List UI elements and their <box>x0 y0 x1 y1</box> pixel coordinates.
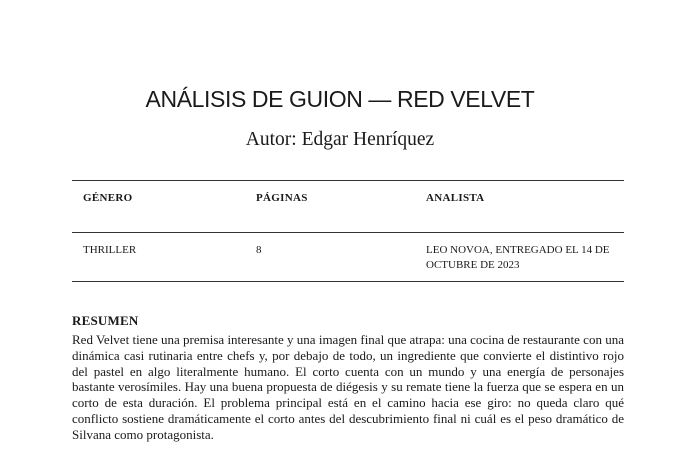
table-value-analyst: LEO NOVOA, ENTREGADO EL 14 DE OCTUBRE DE 2023 <box>426 244 610 271</box>
document-title: ANÁLISIS DE GUION — RED VELVET <box>145 86 535 112</box>
summary-body: Red Velvet tiene una premisa interesante y una imagen final que atrapa: una cocina de restaurante con una dinámica casi rutinaria entre chefs y, por debajo de todo, un ingrediente que convierte el distintivo rojo del pastel en algo literalmente humano. El corto cuenta con un mundo y una energía de personajes bastante verosímiles. Hay una buena propuesta de diégesis y su remate tiene la fuerza que se espera en un corto de esta duración. El problema principal está en el camino hacia ese giro: no queda claro qué conflicto sostiene dramáticamente el corto antes del descubrimiento final ni cuál es el peso dramático de Silvana como protagonista. <box>72 332 624 442</box>
table-header-rule <box>72 232 624 233</box>
table-value-pages: 8 <box>256 244 262 256</box>
table-header-pages: PÁGINAS <box>256 192 308 204</box>
summary-heading: RESUMEN <box>72 313 139 328</box>
table-value-genre: THRILLER <box>83 244 137 256</box>
document-author: Autor: Edgar Henríquez <box>245 129 435 150</box>
table-header-genre: GÉNERO <box>83 192 133 204</box>
table-top-rule <box>72 180 624 181</box>
table-header-analyst: ANALISTA <box>426 192 485 204</box>
table-bottom-rule <box>72 281 624 282</box>
